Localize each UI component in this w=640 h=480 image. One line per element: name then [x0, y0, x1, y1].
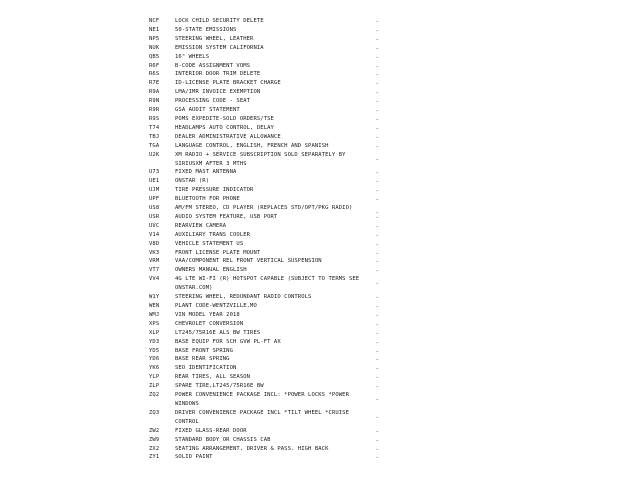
option-row	[149, 266, 381, 275]
option-description: SOLID PAINT	[175, 454, 213, 461]
option-code: ZW2	[149, 427, 160, 434]
option-code: USR	[149, 213, 160, 220]
option-description: PROCESSING CODE - SEAT	[175, 98, 251, 105]
option-code: V8D	[149, 240, 160, 247]
option-price: -	[375, 446, 379, 453]
option-description: AM/FM STEREO, CD PLAYER (REPLACES STD/OPT/PKG RADIO)	[175, 205, 353, 212]
option-price: -	[375, 156, 379, 163]
option-description: POWER CONVENIENCE PACKAGE INCL: *POWER LOCKS *POWER WINDOWS	[175, 392, 349, 407]
option-code: TGA	[149, 142, 160, 149]
option-price: -	[375, 250, 379, 257]
option-description: DEALER ADMINISTRATIVE ALLOWANCE	[175, 133, 281, 140]
option-code: W1Y	[149, 294, 160, 301]
option-price: -	[375, 170, 379, 177]
option-row	[149, 329, 381, 338]
option-price: -	[375, 281, 379, 288]
option-price: -	[375, 197, 379, 204]
option-price: -	[375, 179, 379, 186]
option-code: US8	[149, 205, 160, 212]
option-price: -	[375, 210, 379, 217]
option-description: LMA/IMR INVOICE EXEMPTION	[175, 89, 261, 96]
option-description: DRIVER CONVENIENCE PACKAGE INCL *TILT WHEEL *CRUISE CONTROL	[175, 409, 349, 425]
option-description: B-CODE ASSIGNMENT VOMS	[175, 62, 251, 69]
option-description: POMS EXPEDITE-SOLD ORDERS/TSE	[175, 115, 274, 122]
option-code: XLP	[149, 329, 160, 336]
option-code: ZLP	[149, 383, 160, 390]
option-price: -	[375, 348, 379, 355]
option-row	[149, 62, 381, 71]
option-price: -	[375, 339, 379, 346]
option-price: -	[375, 366, 379, 373]
option-price: -	[375, 375, 379, 382]
option-description: SEO IDENTIFICATION	[175, 365, 237, 372]
option-description: LOCK CHILD SECURITY DELETE	[175, 18, 264, 24]
option-description: GSA AUDIT STATEMENT	[175, 107, 240, 114]
option-description: AUDIO SYSTEM FEATURE, USB PORT	[175, 213, 278, 220]
option-price: -	[375, 241, 379, 248]
option-row	[149, 79, 381, 88]
option-code: UJM	[149, 187, 160, 194]
option-code: UPF	[149, 196, 160, 203]
option-code: VT7	[149, 267, 160, 274]
option-description: OWNERS MANUAL ENGLISH	[175, 267, 247, 274]
option-price: -	[375, 90, 379, 97]
option-description: SPARE TIRE,LT245/75R16E BW	[175, 383, 264, 390]
option-code: YLP	[149, 374, 160, 381]
option-code: ZX2	[149, 445, 160, 452]
option-price: -	[375, 63, 379, 70]
option-row	[149, 17, 381, 26]
option-code: VV4	[149, 276, 160, 283]
option-code: WEN	[149, 303, 160, 309]
option-description: BLUETOOTH FOR PHONE	[175, 196, 240, 203]
option-row	[149, 347, 381, 356]
option-row	[149, 355, 381, 364]
option-code: R9S	[149, 115, 160, 122]
option-code: ZY1	[149, 454, 160, 461]
option-code: YD5	[149, 347, 160, 354]
option-row	[149, 142, 381, 151]
option-row	[149, 177, 381, 186]
option-code: R7E	[149, 80, 160, 87]
option-codes-list	[149, 17, 381, 462]
option-description: LT245/75R16E ALS BW TIRES	[175, 329, 261, 336]
option-row	[149, 453, 381, 462]
option-description: STEERING WHEEL, REDUNDANT RADIO CONTROLS	[175, 294, 312, 301]
option-description: 4G LTE WI-FI (R) HOTSPOT CAPABLE (SUBJECT TO TERMS SEE ONSTAR.COM)	[175, 276, 360, 292]
option-row	[149, 373, 381, 382]
option-description: REAR TIRES, ALL SEASON	[175, 374, 251, 381]
option-description: SEATING ARRANGEMENT, DRIVER & PASS. HIGH BACK	[175, 445, 329, 452]
option-row	[149, 44, 381, 53]
option-price: -	[375, 116, 379, 123]
option-row	[149, 382, 381, 391]
option-price: -	[375, 295, 379, 302]
option-price: -	[375, 232, 379, 239]
option-code: NE1	[149, 26, 160, 33]
option-description: ONSTAR (R)	[175, 178, 210, 185]
option-description: LANGUAGE CONTROL, ENGLISH, FRENCH AND SPANISH	[175, 142, 329, 149]
option-price: -	[375, 321, 379, 328]
option-description: STANDARD BODY OR CHASSIS CAB	[175, 436, 271, 443]
option-row	[149, 88, 381, 97]
option-row	[149, 106, 381, 115]
option-price: -	[375, 223, 379, 230]
option-code: NUK	[149, 44, 160, 51]
option-code: V14	[149, 231, 160, 238]
option-code: YK6	[149, 365, 160, 372]
option-code: YD6	[149, 356, 160, 363]
option-description: ID-LICENSE PLATE BRACKET CHARGE	[175, 80, 281, 87]
option-description: CHEVROLET CONVERSION	[175, 320, 244, 327]
option-row	[149, 186, 381, 195]
option-code: YD3	[149, 338, 160, 345]
option-row	[149, 436, 381, 445]
option-description: PLANT CODE-WENTZVILLE,MO	[175, 303, 257, 309]
option-price: -	[375, 45, 379, 52]
option-price: -	[375, 428, 379, 435]
option-row	[149, 213, 381, 222]
option-code: TBJ	[149, 133, 160, 140]
option-description: STEERING WHEEL, LEATHER	[175, 35, 254, 42]
option-price: -	[375, 54, 379, 61]
option-price: -	[375, 72, 379, 79]
option-code: NCF	[149, 18, 160, 24]
option-row	[149, 391, 381, 409]
option-code: VK3	[149, 249, 160, 256]
option-description: TIRE PRESSURE INDICATOR	[175, 187, 254, 194]
option-description: FIXED MAST ANTENNA	[175, 169, 237, 176]
option-price: -	[375, 455, 379, 462]
option-description: BASE REAR SPRING	[175, 356, 230, 363]
option-price: -	[375, 330, 379, 337]
option-description: INTERIOR DOOR TRIM DELETE	[175, 71, 261, 78]
option-row	[149, 364, 381, 373]
option-row	[149, 409, 381, 427]
option-description: AUXILIARY TRANS COOLER	[175, 231, 251, 238]
option-row	[149, 231, 381, 240]
option-price: -	[375, 437, 379, 444]
option-code: QB5	[149, 53, 160, 60]
option-code: UE1	[149, 178, 160, 185]
option-description: REARVIEW CAMERA	[175, 222, 227, 229]
option-row	[149, 240, 381, 249]
option-code: ZQ3	[149, 409, 160, 416]
option-row	[149, 222, 381, 231]
option-row	[149, 124, 381, 133]
option-price: -	[375, 19, 379, 25]
option-row	[149, 311, 381, 320]
option-description: BASE FRONT SPRING	[175, 347, 233, 354]
option-price: -	[375, 312, 379, 319]
option-row	[149, 257, 381, 266]
option-price: -	[375, 397, 379, 404]
option-price: -	[375, 304, 379, 310]
option-price: -	[375, 125, 379, 132]
option-code: ZW9	[149, 436, 160, 443]
option-code: U73	[149, 169, 160, 176]
option-description: XM RADIO + SERVICE SUBSCRIPTION SOLD SEPARATELY BY SIRIUSXM AFTER 3 MTHS	[175, 151, 346, 167]
option-code: NP5	[149, 35, 160, 42]
option-price: -	[375, 36, 379, 43]
option-description: FRONT LICENSE PLATE MOUNT	[175, 249, 261, 256]
option-row	[149, 275, 381, 293]
option-code: R9A	[149, 89, 160, 96]
option-price: -	[375, 99, 379, 106]
option-code: XPS	[149, 320, 160, 327]
option-description: EMISSION SYSTEM CALIFORNIA	[175, 44, 264, 51]
option-description: VIN MODEL YEAR 2018	[175, 311, 240, 318]
option-description: VEHICLE STATEMENT US	[175, 240, 244, 247]
option-row	[149, 195, 381, 204]
option-row	[149, 249, 381, 258]
option-code: R6F	[149, 62, 160, 69]
option-code: R9R	[149, 107, 160, 114]
option-row	[149, 302, 381, 311]
option-code: WMJ	[149, 311, 160, 318]
option-code: U2K	[149, 151, 160, 158]
option-description: FIXED GLASS-REAR DOOR	[175, 427, 247, 434]
option-row	[149, 97, 381, 106]
option-row	[149, 427, 381, 436]
option-row	[149, 168, 381, 177]
option-code: VRM	[149, 258, 160, 265]
option-row	[149, 26, 381, 35]
option-price: -	[375, 143, 379, 150]
option-row	[149, 293, 381, 302]
option-description: BASE EQUIP FOR SCH GVW PL-FT AX	[175, 338, 281, 345]
option-row	[149, 151, 381, 169]
option-row	[149, 35, 381, 44]
option-code: R9N	[149, 98, 160, 105]
option-price: -	[375, 81, 379, 88]
option-row	[149, 53, 381, 62]
option-code: UVC	[149, 222, 160, 229]
option-price: -	[375, 214, 379, 221]
option-description: 50-STATE EMISSIONS	[175, 26, 237, 33]
option-price: -	[375, 259, 379, 266]
option-price: -	[375, 357, 379, 364]
option-price: -	[375, 108, 379, 115]
option-code: R6S	[149, 71, 160, 78]
option-row	[149, 70, 381, 79]
option-price: -	[375, 268, 379, 275]
option-description: 16" WHEELS	[175, 53, 210, 60]
option-description: VAA/COMPONENT REL FRONT VERTICAL SUSPENSION	[175, 258, 322, 265]
option-price: -	[375, 188, 379, 195]
option-row	[149, 445, 381, 454]
option-price: -	[375, 414, 379, 421]
option-row	[149, 320, 381, 329]
option-row	[149, 338, 381, 347]
option-row	[149, 115, 381, 124]
option-description: HEADLAMPS AUTO CONTROL, DELAY	[175, 124, 274, 131]
option-code: T74	[149, 124, 160, 131]
option-code: ZQ2	[149, 392, 160, 399]
option-price: -	[375, 27, 379, 34]
option-price: -	[375, 134, 379, 141]
option-price: -	[375, 384, 379, 391]
option-row	[149, 133, 381, 142]
